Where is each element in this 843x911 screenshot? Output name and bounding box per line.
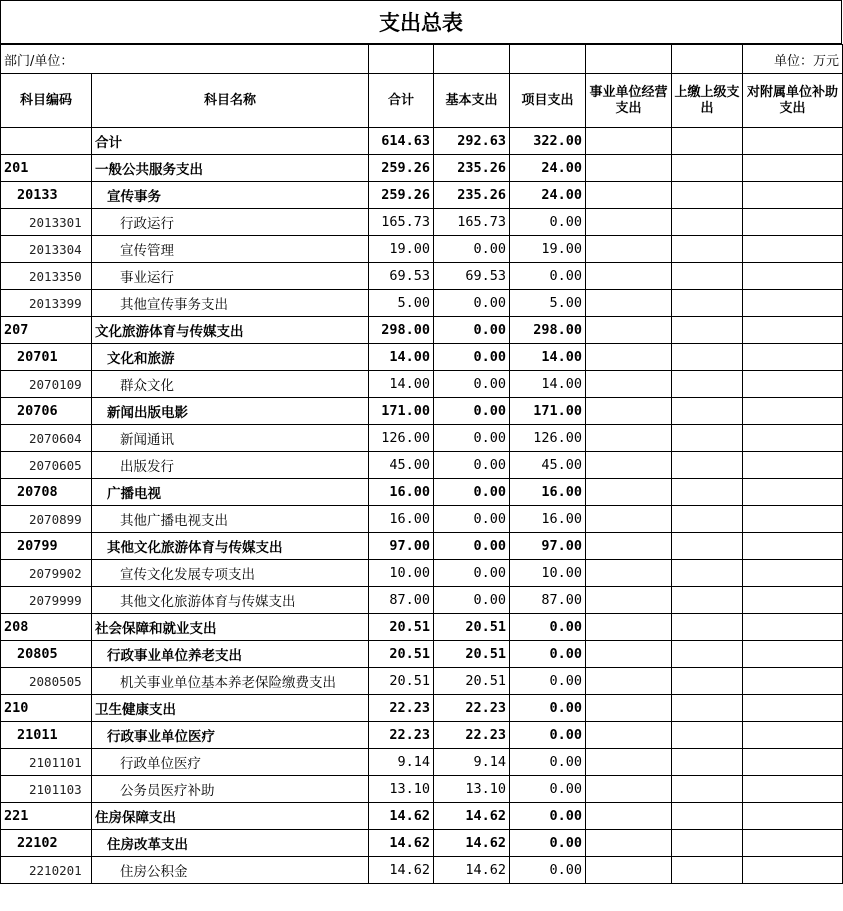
basic-cell: 0.00 xyxy=(434,398,510,425)
name-cell: 机关事业单位基本养老保险缴费支出 xyxy=(92,668,369,695)
table-row xyxy=(1,695,843,722)
business-cell xyxy=(586,155,672,182)
business-cell xyxy=(586,128,672,155)
name-cell: 住房改革支出 xyxy=(92,830,369,857)
table-row xyxy=(1,398,843,425)
table-row xyxy=(1,236,843,263)
project-cell: 0.00 xyxy=(510,857,586,884)
name-cell: 广播电视 xyxy=(92,479,369,506)
business-cell xyxy=(586,830,672,857)
info-row xyxy=(1,45,843,74)
basic-cell: 69.53 xyxy=(434,263,510,290)
project-cell: 0.00 xyxy=(510,668,586,695)
total-cell: 97.00 xyxy=(369,533,434,560)
upper-cell xyxy=(672,344,743,371)
header-total: 合计 xyxy=(369,74,434,128)
info-blank-cell xyxy=(510,45,586,74)
upper-cell xyxy=(672,533,743,560)
total-cell: 14.00 xyxy=(369,371,434,398)
business-cell xyxy=(586,857,672,884)
total-cell: 19.00 xyxy=(369,236,434,263)
code-cell: 207 xyxy=(1,317,92,344)
table-row xyxy=(1,155,843,182)
project-cell: 19.00 xyxy=(510,236,586,263)
name-cell: 住房保障支出 xyxy=(92,803,369,830)
name-cell: 宣传管理 xyxy=(92,236,369,263)
table-row xyxy=(1,614,843,641)
subsidy-cell xyxy=(743,587,843,614)
project-cell: 0.00 xyxy=(510,776,586,803)
subsidy-cell xyxy=(743,668,843,695)
business-cell xyxy=(586,533,672,560)
table-row xyxy=(1,290,843,317)
code-cell: 20708 xyxy=(1,479,92,506)
name-cell: 宣传事务 xyxy=(92,182,369,209)
name-cell: 行政事业单位养老支出 xyxy=(92,641,369,668)
name-cell: 新闻出版电影 xyxy=(92,398,369,425)
subsidy-cell xyxy=(743,533,843,560)
basic-cell: 0.00 xyxy=(434,236,510,263)
subsidy-cell xyxy=(743,722,843,749)
basic-cell: 0.00 xyxy=(434,560,510,587)
header-business: 事业单位经营支出 xyxy=(586,74,672,128)
name-cell: 新闻通讯 xyxy=(92,425,369,452)
total-cell: 614.63 xyxy=(369,128,434,155)
basic-cell: 0.00 xyxy=(434,533,510,560)
upper-cell xyxy=(672,803,743,830)
code-cell: 20805 xyxy=(1,641,92,668)
code-cell: 2070899 xyxy=(1,506,92,533)
upper-cell xyxy=(672,830,743,857)
table-row xyxy=(1,371,843,398)
upper-cell xyxy=(672,371,743,398)
code-cell: 2079999 xyxy=(1,587,92,614)
basic-cell: 0.00 xyxy=(434,587,510,614)
business-cell xyxy=(586,722,672,749)
upper-cell xyxy=(672,506,743,533)
name-cell: 行政单位医疗 xyxy=(92,749,369,776)
name-cell: 其他广播电视支出 xyxy=(92,506,369,533)
business-cell xyxy=(586,695,672,722)
business-cell xyxy=(586,749,672,776)
project-cell: 5.00 xyxy=(510,290,586,317)
total-cell: 171.00 xyxy=(369,398,434,425)
total-cell: 10.00 xyxy=(369,560,434,587)
total-cell: 16.00 xyxy=(369,506,434,533)
info-blank-cell xyxy=(369,45,434,74)
business-cell xyxy=(586,452,672,479)
business-cell xyxy=(586,560,672,587)
table-row xyxy=(1,209,843,236)
upper-cell xyxy=(672,128,743,155)
project-cell: 14.00 xyxy=(510,371,586,398)
total-cell: 14.62 xyxy=(369,830,434,857)
business-cell xyxy=(586,668,672,695)
name-cell: 文化旅游体育与传媒支出 xyxy=(92,317,369,344)
name-cell: 事业运行 xyxy=(92,263,369,290)
subsidy-cell xyxy=(743,506,843,533)
code-cell: 208 xyxy=(1,614,92,641)
code-cell: 201 xyxy=(1,155,92,182)
name-cell: 卫生健康支出 xyxy=(92,695,369,722)
table-row xyxy=(1,641,843,668)
basic-cell: 0.00 xyxy=(434,479,510,506)
basic-cell: 22.23 xyxy=(434,722,510,749)
name-cell: 行政事业单位医疗 xyxy=(92,722,369,749)
basic-cell: 0.00 xyxy=(434,452,510,479)
table-row xyxy=(1,668,843,695)
subsidy-cell xyxy=(743,803,843,830)
name-cell: 其他文化旅游体育与传媒支出 xyxy=(92,533,369,560)
total-cell: 298.00 xyxy=(369,317,434,344)
project-cell: 298.00 xyxy=(510,317,586,344)
page-title: 支出总表 xyxy=(0,0,842,44)
name-cell: 群众文化 xyxy=(92,371,369,398)
code-cell: 20133 xyxy=(1,182,92,209)
code-cell: 210 xyxy=(1,695,92,722)
business-cell xyxy=(586,425,672,452)
project-cell: 0.00 xyxy=(510,830,586,857)
table-row xyxy=(1,479,843,506)
table-row xyxy=(1,263,843,290)
table-row xyxy=(1,560,843,587)
name-cell: 公务员医疗补助 xyxy=(92,776,369,803)
business-cell xyxy=(586,614,672,641)
code-cell: 221 xyxy=(1,803,92,830)
business-cell xyxy=(586,182,672,209)
project-cell: 322.00 xyxy=(510,128,586,155)
code-cell: 2013399 xyxy=(1,290,92,317)
total-cell: 20.51 xyxy=(369,668,434,695)
business-cell xyxy=(586,209,672,236)
subsidy-cell xyxy=(743,155,843,182)
basic-cell: 14.62 xyxy=(434,830,510,857)
code-cell: 2013304 xyxy=(1,236,92,263)
upper-cell xyxy=(672,695,743,722)
project-cell: 0.00 xyxy=(510,263,586,290)
business-cell xyxy=(586,236,672,263)
total-cell: 87.00 xyxy=(369,587,434,614)
upper-cell xyxy=(672,560,743,587)
subsidy-cell xyxy=(743,317,843,344)
project-cell: 10.00 xyxy=(510,560,586,587)
upper-cell xyxy=(672,587,743,614)
unit-label: 单位：万元 xyxy=(743,45,843,74)
total-cell: 14.00 xyxy=(369,344,434,371)
code-cell: 2210201 xyxy=(1,857,92,884)
subsidy-cell xyxy=(743,452,843,479)
name-cell: 一般公共服务支出 xyxy=(92,155,369,182)
upper-cell xyxy=(672,857,743,884)
name-cell: 出版发行 xyxy=(92,452,369,479)
project-cell: 16.00 xyxy=(510,479,586,506)
total-cell: 22.23 xyxy=(369,722,434,749)
table-row xyxy=(1,587,843,614)
basic-cell: 165.73 xyxy=(434,209,510,236)
table-row xyxy=(1,830,843,857)
total-cell: 259.26 xyxy=(369,182,434,209)
upper-cell xyxy=(672,749,743,776)
basic-cell: 0.00 xyxy=(434,371,510,398)
name-cell: 宣传文化发展专项支出 xyxy=(92,560,369,587)
subsidy-cell xyxy=(743,128,843,155)
name-cell: 社会保障和就业支出 xyxy=(92,614,369,641)
name-cell: 其他文化旅游体育与传媒支出 xyxy=(92,587,369,614)
upper-cell xyxy=(672,614,743,641)
subsidy-cell xyxy=(743,209,843,236)
business-cell xyxy=(586,290,672,317)
total-cell: 45.00 xyxy=(369,452,434,479)
project-cell: 16.00 xyxy=(510,506,586,533)
subsidy-cell xyxy=(743,641,843,668)
name-cell: 文化和旅游 xyxy=(92,344,369,371)
info-blank-cell xyxy=(672,45,743,74)
project-cell: 0.00 xyxy=(510,749,586,776)
project-cell: 0.00 xyxy=(510,803,586,830)
total-cell: 20.51 xyxy=(369,641,434,668)
basic-cell: 235.26 xyxy=(434,182,510,209)
code-cell: 22102 xyxy=(1,830,92,857)
total-cell: 22.23 xyxy=(369,695,434,722)
basic-cell: 235.26 xyxy=(434,155,510,182)
table-row xyxy=(1,749,843,776)
name-cell: 住房公积金 xyxy=(92,857,369,884)
code-cell: 2079902 xyxy=(1,560,92,587)
header-basic: 基本支出 xyxy=(434,74,510,128)
total-cell: 13.10 xyxy=(369,776,434,803)
project-cell: 0.00 xyxy=(510,641,586,668)
project-cell: 171.00 xyxy=(510,398,586,425)
total-cell: 126.00 xyxy=(369,425,434,452)
basic-cell: 20.51 xyxy=(434,641,510,668)
table-row xyxy=(1,803,843,830)
project-cell: 87.00 xyxy=(510,587,586,614)
code-cell: 2080505 xyxy=(1,668,92,695)
upper-cell xyxy=(672,263,743,290)
code-cell: 2070109 xyxy=(1,371,92,398)
header-name: 科目名称 xyxy=(92,74,369,128)
header-subsidy: 对附属单位补助支出 xyxy=(743,74,843,128)
upper-cell xyxy=(672,776,743,803)
basic-cell: 22.23 xyxy=(434,695,510,722)
table-row xyxy=(1,425,843,452)
code-cell: 2101101 xyxy=(1,749,92,776)
header-code: 科目编码 xyxy=(1,74,92,128)
basic-cell: 0.00 xyxy=(434,317,510,344)
total-cell: 9.14 xyxy=(369,749,434,776)
info-blank-cell xyxy=(434,45,510,74)
upper-cell xyxy=(672,317,743,344)
subsidy-cell xyxy=(743,776,843,803)
name-cell: 其他宣传事务支出 xyxy=(92,290,369,317)
basic-cell: 14.62 xyxy=(434,857,510,884)
total-cell: 69.53 xyxy=(369,263,434,290)
upper-cell xyxy=(672,425,743,452)
upper-cell xyxy=(672,479,743,506)
table-row xyxy=(1,317,843,344)
upper-cell xyxy=(672,398,743,425)
subsidy-cell xyxy=(743,425,843,452)
info-blank-cell xyxy=(586,45,672,74)
basic-cell: 14.62 xyxy=(434,803,510,830)
project-cell: 0.00 xyxy=(510,695,586,722)
name-cell: 合计 xyxy=(92,128,369,155)
code-cell: 2013350 xyxy=(1,263,92,290)
header-upper: 上缴上级支出 xyxy=(672,74,743,128)
project-cell: 0.00 xyxy=(510,722,586,749)
business-cell xyxy=(586,398,672,425)
table-row xyxy=(1,857,843,884)
total-cell: 20.51 xyxy=(369,614,434,641)
business-cell xyxy=(586,344,672,371)
total-cell: 165.73 xyxy=(369,209,434,236)
upper-cell xyxy=(672,155,743,182)
upper-cell xyxy=(672,452,743,479)
upper-cell xyxy=(672,182,743,209)
total-cell: 16.00 xyxy=(369,479,434,506)
table-row xyxy=(1,776,843,803)
code-cell: 20706 xyxy=(1,398,92,425)
header-row xyxy=(1,74,843,128)
subsidy-cell xyxy=(743,290,843,317)
subsidy-cell xyxy=(743,263,843,290)
subsidy-cell xyxy=(743,857,843,884)
basic-cell: 9.14 xyxy=(434,749,510,776)
project-cell: 45.00 xyxy=(510,452,586,479)
project-cell: 24.00 xyxy=(510,155,586,182)
table-row xyxy=(1,344,843,371)
project-cell: 0.00 xyxy=(510,614,586,641)
table-row xyxy=(1,506,843,533)
business-cell xyxy=(586,776,672,803)
subsidy-cell xyxy=(743,560,843,587)
subsidy-cell xyxy=(743,371,843,398)
total-cell: 259.26 xyxy=(369,155,434,182)
code-cell: 20701 xyxy=(1,344,92,371)
upper-cell xyxy=(672,722,743,749)
subsidy-cell xyxy=(743,182,843,209)
code-cell: 21011 xyxy=(1,722,92,749)
project-cell: 97.00 xyxy=(510,533,586,560)
code-cell: 2013301 xyxy=(1,209,92,236)
business-cell xyxy=(586,479,672,506)
subsidy-cell xyxy=(743,398,843,425)
business-cell xyxy=(586,641,672,668)
project-cell: 126.00 xyxy=(510,425,586,452)
basic-cell: 0.00 xyxy=(434,506,510,533)
business-cell xyxy=(586,803,672,830)
total-cell: 5.00 xyxy=(369,290,434,317)
basic-cell: 0.00 xyxy=(434,290,510,317)
subsidy-cell xyxy=(743,479,843,506)
basic-cell: 20.51 xyxy=(434,614,510,641)
upper-cell xyxy=(672,209,743,236)
code-cell: 2070605 xyxy=(1,452,92,479)
table-row xyxy=(1,533,843,560)
code-cell: 2101103 xyxy=(1,776,92,803)
basic-cell: 0.00 xyxy=(434,425,510,452)
project-cell: 0.00 xyxy=(510,209,586,236)
total-cell: 14.62 xyxy=(369,857,434,884)
code-cell xyxy=(1,128,92,155)
upper-cell xyxy=(672,668,743,695)
total-row xyxy=(1,128,843,155)
name-cell: 行政运行 xyxy=(92,209,369,236)
basic-cell: 13.10 xyxy=(434,776,510,803)
expenditure-table xyxy=(0,44,843,884)
basic-cell: 292.63 xyxy=(434,128,510,155)
business-cell xyxy=(586,587,672,614)
business-cell xyxy=(586,317,672,344)
basic-cell: 20.51 xyxy=(434,668,510,695)
subsidy-cell xyxy=(743,695,843,722)
table-row xyxy=(1,182,843,209)
upper-cell xyxy=(672,290,743,317)
upper-cell xyxy=(672,641,743,668)
subsidy-cell xyxy=(743,236,843,263)
header-project: 项目支出 xyxy=(510,74,586,128)
code-cell: 20799 xyxy=(1,533,92,560)
project-cell: 14.00 xyxy=(510,344,586,371)
dept-label: 部门/单位： xyxy=(1,45,369,74)
total-cell: 14.62 xyxy=(369,803,434,830)
table-row xyxy=(1,452,843,479)
upper-cell xyxy=(672,236,743,263)
table-row xyxy=(1,722,843,749)
subsidy-cell xyxy=(743,749,843,776)
subsidy-cell xyxy=(743,344,843,371)
subsidy-cell xyxy=(743,830,843,857)
basic-cell: 0.00 xyxy=(434,344,510,371)
business-cell xyxy=(586,263,672,290)
business-cell xyxy=(586,506,672,533)
business-cell xyxy=(586,371,672,398)
project-cell: 24.00 xyxy=(510,182,586,209)
subsidy-cell xyxy=(743,614,843,641)
code-cell: 2070604 xyxy=(1,425,92,452)
